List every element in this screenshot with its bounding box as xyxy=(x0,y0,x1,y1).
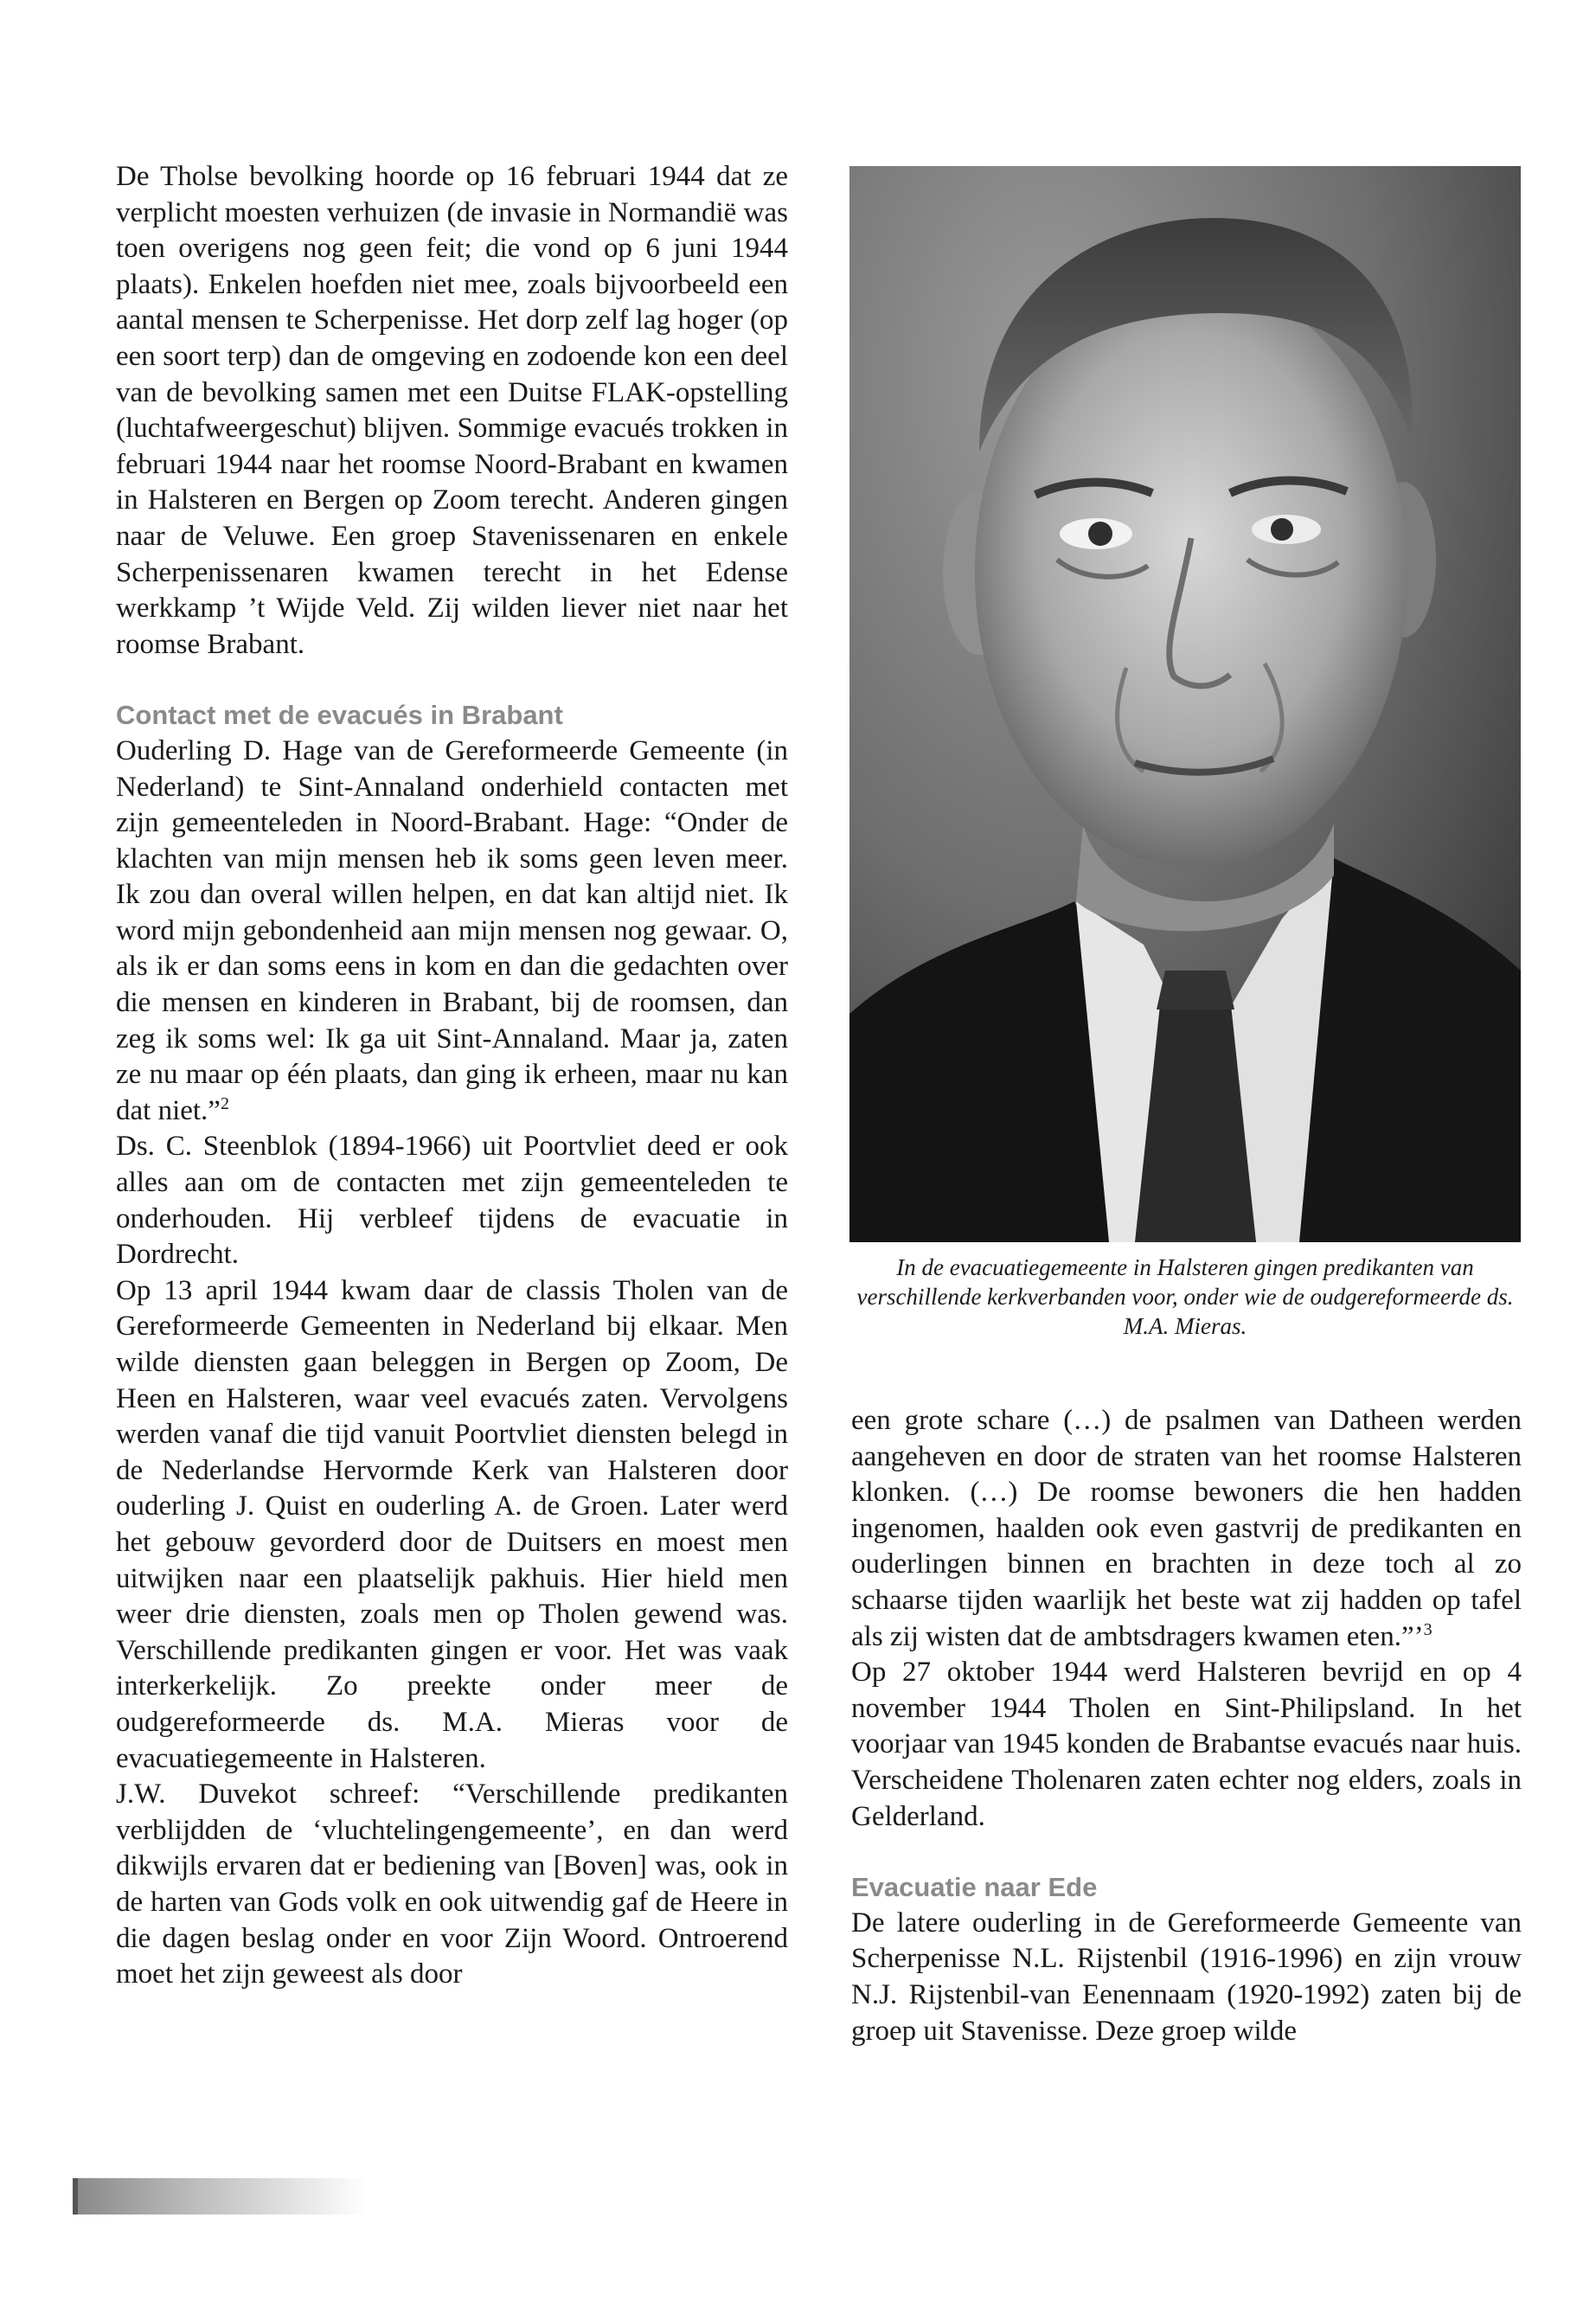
hage-paragraph-text: Ouderling D. Hage van de Gereformeerde Gemeente (in Nederland) te Sint-Annaland onderhield contacten met zijn gemeenteleden in Noord-Brabant. Hage: “Onder de klachten van mijn mensen heb ik soms geen leven meer. Ik zou dan overal willen helpen, en dat kan altijd niet. Ik word mijn gebondenheid aan mijn mensen nog gewaar. O, als ik er dan soms eens in kom en dan die gedachten over die mensen en kinderen in Brabant, bij de roomsen, dan zeg ik soms wel: Ik ga uit Sint-Annaland. Maar ja, zaten ze nu maar op één plaats, dan ging ik erheen, maar nu kan dat niet.” xyxy=(116,734,788,1126)
classis-paragraph: Op 13 april 1944 kwam daar de classis Tholen van de Gereformeerde Gemeenten in Nederland bij elkaar. Men wilde diensten gaan beleggen in Bergen op Zoom, De Heen en Halsteren, waar veel evacués zaten. Vervolgens werden vanaf die tijd vanuit Poortvliet diensten belegd in de Nederlandse Hervormde Kerk van Halsteren door ouderling J. Quist en ouderling A. de Groen. Later werd het gebouw gevorderd door de Duitsers en moest men uitwijken naar een plaatselijk pakhuis. Hier hield men weer drie diensten, zoals men op Tholen gewend was. Verschillende predikanten gingen er voor. Het was vaak interkerkelijk. Zo preekte onder meer de oudgereformeerde ds. M.A. Mieras voor de evacuatiegemeente in Halsteren. xyxy=(116,1274,788,1774)
right-column xyxy=(851,1403,1522,2049)
duvekot-quote-text: een grote schare (…) de psalmen van Datheen werden aangeheven en door de straten van het roomse Halsteren klonken. (…) De roomse bewoners die hen hadden ingenomen, haalden ook even gastvrij de predikanten en ouderlingen binnen en brachten in deze toch al zo schaarse tijden waarlijk het beste wat zij hadden op tafel als zij wisten dat de ambtsdragers kwamen eten.”’ xyxy=(851,1405,1522,1652)
left-column xyxy=(116,159,788,1993)
page-number: 166 xyxy=(33,3,77,35)
portrait-photo xyxy=(849,166,1521,1242)
section-heading-contact: Contact met de evacués in Brabant xyxy=(116,700,563,731)
photo-caption: In de evacuatiegemeente in Halsteren gingen predikanten van verschillende kerkverbanden voor, onder wie de oudgereformeerde ds. M.A. Mieras. xyxy=(856,1254,1514,1339)
portrait-image xyxy=(849,166,1521,1242)
intro-paragraph: De Tholse bevolking hoorde op 16 februari 1944 dat ze verplicht moesten verhuizen (de invasie in Normandië was toen overigens nog geen feit; die vond op 6 juni 1944 plaats). Enkelen hoefden niet mee, zoals bijvoorbeeld een aantal mensen te Scherpenisse. Het dorp zelf lag hoger (op een soort terp) dan de omgeving en zodoende kon een deel van de bevolking samen met een Duitse FLAK-opstelling (luchtafweergeschut) blijven. Sommige evacués trokken in februari 1944 naar het roomse Noord-Brabant en kwamen in Halsteren en Bergen op Zoom terecht. Anderen gingen naar de Veluwe. Een groep Stavenissenaren en enkele Scherpenissenaren kwamen terecht in het Edense werkkamp ’t Wijde Veld. Zij wilden liever niet naar het roomse Brabant. xyxy=(116,161,788,660)
duvekot-paragraph: J.W. Duvekot schreef: “Verschillende predikanten verblijdden de ‘vluchtelingengemeente’, en dan werd dikwijls ervaren dat er bediening van [Boven] was, ook in de harten van Gods volk en ook uitwendig gaf de Heere in die dagen beslag onder en voor Zijn Woord. Ontroerend moet het zijn geweest als door xyxy=(116,1779,788,1990)
footnote-ref-2: 2 xyxy=(220,1093,229,1113)
liberation-paragraph: Op 27 oktober 1944 werd Halsteren bevrijd en op 4 november 1944 Tholen en Sint-Philipsland. In het voorjaar van 1945 konden de Brabantse evacués naar huis. Verscheidene Tholenaren zaten echter nog elders, zoals in Gelderland. xyxy=(851,1657,1522,1832)
steenblok-paragraph: Ds. C. Steenblok (1894-1966) uit Poortvliet deed er ook alles aan om de contacten met zijn gemeenteleden te onderhouden. Hij verbleef tijdens de evacuatie in Dordrecht. xyxy=(116,1131,788,1271)
duvekot-quote-continuation xyxy=(851,1403,1522,1655)
page-number-marker xyxy=(73,2178,78,2214)
page-number-bar xyxy=(73,2178,367,2214)
footnote-ref-3: 3 xyxy=(1423,1619,1433,1639)
rijstenbil-paragraph: De latere ouderling in de Gereformeerde Gemeente van Scherpenisse N.L. Rijstenbil (1916-1996) en zijn vrouw N.J. Rijstenbil-van Eenennaam (1920-1992) zaten bij de groep uit Stavenisse. Deze groep wilde xyxy=(851,1907,1522,2047)
section-heading-ede: Evacuatie naar Ede xyxy=(851,1872,1098,1903)
hage-paragraph xyxy=(116,734,788,1130)
